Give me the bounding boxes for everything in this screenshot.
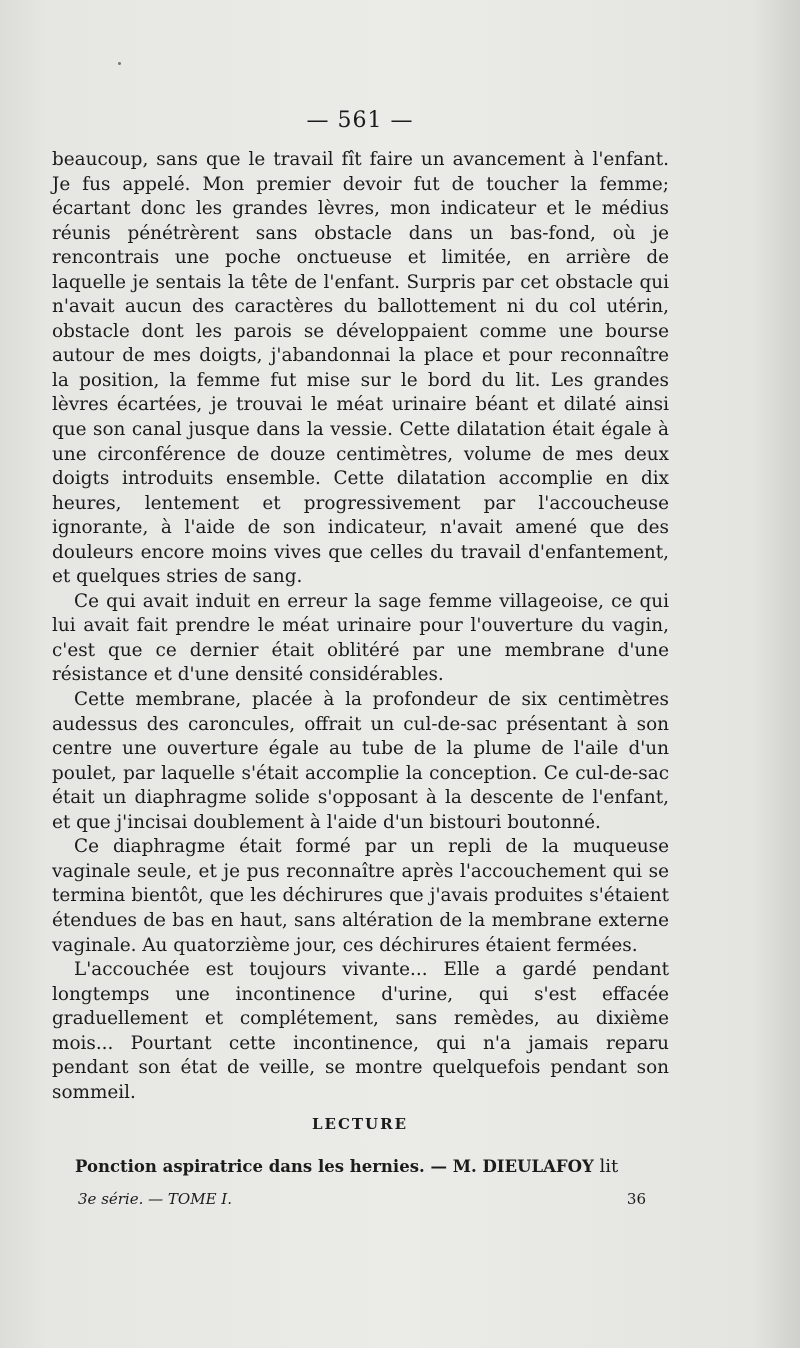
series-volume: 3e série. — TOME I. <box>78 1190 232 1208</box>
signature-mark: 36 <box>626 1190 646 1208</box>
paragraph-2: Ce qui avait induit en erreur la sage femme villageoise, ce qui lui avait fait prendre le méat urinaire pour l'ouverture du vagin, c'est que ce dernier était oblitéré par une membrane d'une résistance et d'une densité considérables. <box>52 590 669 686</box>
paragraph-5: L'accouchée est toujours vivante... Elle a gardé pendant longtemps une incontinence d'urine, qui s'est effacée graduellement et complétement, sans remèdes, au dixième mois... Pourtant cette incontinence, qui n'a jamais reparu pendant son état de veille, se montre quelquefois pendant son sommeil. <box>52 959 669 1103</box>
body-text <box>52 148 669 1105</box>
speck <box>118 62 121 65</box>
section-title: LECTURE <box>311 1115 409 1133</box>
paragraph-4: Ce diaphragme était formé par un repli de la muqueuse vaginale seule, et je pus reconnaître après l'accouchement qui se termina bientôt, que les déchirures que j'avais produites s'étaient étendues de bas en haut, sans altération de la membrane externe vaginale. Au quatorzième jour, ces déchirures étaient fermées. <box>52 836 669 956</box>
page-footer <box>78 1190 646 1208</box>
lecture-heading <box>75 1156 675 1177</box>
heading-tail: lit <box>599 1156 619 1177</box>
page-number: — 561 — <box>306 108 414 133</box>
paragraph-1: beaucoup, sans que le travail fît faire un avancement à l'enfant. Je fus appelé. Mon premier devoir fut de toucher la femme; écartant donc les grandes lèvres, mon indicateur et le médius réunis pénétrèrent sans obstacle dans un bas-fond, où je rencontrais une poche onctueuse et limitée, en arrière de laquelle je sentais la tête de l'enfant. Surpris par cet obstacle qui n'avait aucun des caractères du ballottement ni du col utérin, obstacle dont les parois se développaient comme une bourse autour de mes doigts, j'abandonnai la place et pour reconnaître la position, la femme fut mise sur le bord du lit. Les grandes lèvres écartées, je trouvai le méat urinaire béant et dilaté ainsi que son canal jusque dans la vessie. Cette dilatation était égale à une circonférence de douze centimètres, volume de mes deux doigts introduits ensemble. Cette dilatation accomplie en dix heures, lentement et progressivement par l'accoucheuse ignorante, à l'aide de son indicateur, n'avait amené que des douleurs encore moins vives que celles du travail d'enfantement, et quelques stries de sang. <box>52 149 669 588</box>
heading-title: Ponction aspiratrice dans les hernies. — M. DIEULAFOY <box>75 1157 594 1176</box>
paragraph-3: Cette membrane, placée à la profondeur de six centimètres audessus des caroncules, offrait un cul-de-sac présentant à son centre une ouverture égale au tube de la plume de l'aile d'un poulet, par laquelle s'était accomplie la conception. Ce cul-de-sac était un diaphragme solide s'opposant à la descente de l'enfant, et que j'incisai doublement à l'aide d'un bistouri boutonné. <box>52 689 669 833</box>
